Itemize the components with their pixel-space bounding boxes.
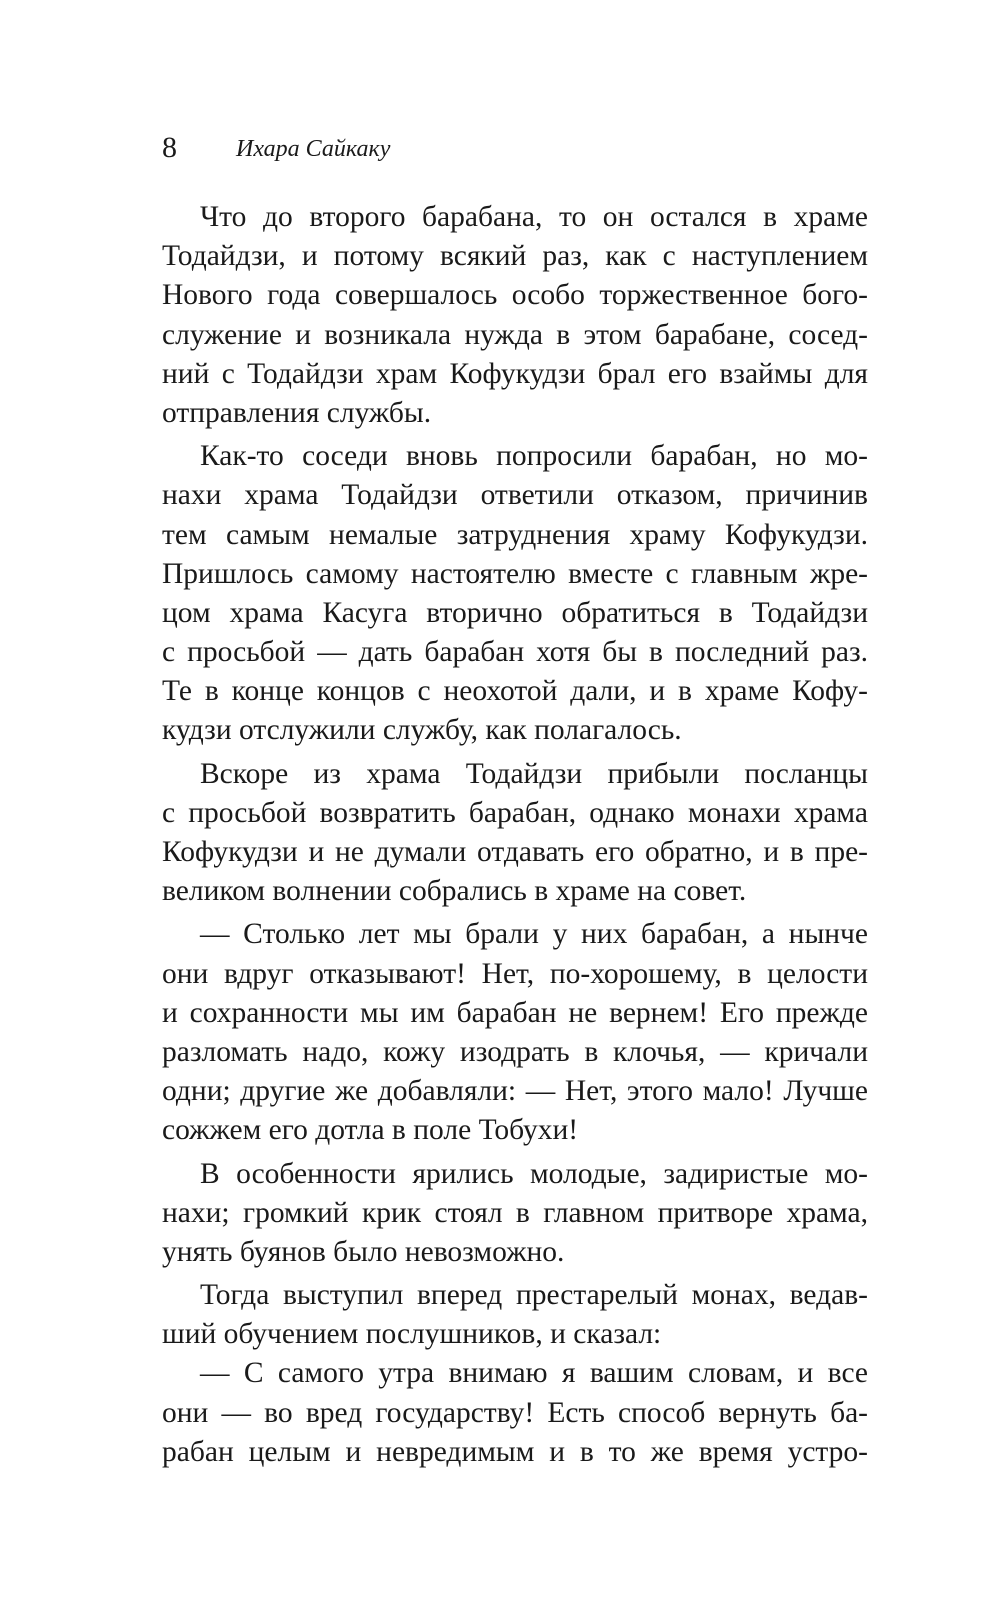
paragraph [162,1155,868,1273]
text-line: Пришлось самому настоятелю вместе с главным жре- [162,557,868,590]
text-line: Что до второго барабана, то он остался в храме [200,201,868,233]
text-line: Тогда выступил вперед престарелый монах, ведав- [200,1279,868,1312]
text-line: Кофукудзи и не думали отдавать его обратно, и в пре- [162,836,868,868]
body-text [162,198,868,1472]
text-line: служение и возникала нужда в этом барабане, сосед- [162,318,868,351]
text-line: сожжем его дотла в поле Тобухи! [162,1114,579,1147]
running-head-title: Ихара Сайкаку [236,136,391,162]
text-line: тем самым немалые затруднения храму Кофукудзи. [162,518,868,551]
text-line: унять буянов было невозможно. [162,1235,565,1268]
paragraph [162,755,868,912]
paragraph [162,1354,868,1472]
text-line: ний с Тодайдзи храм Кофукудзи брал его взаймы для [162,357,868,390]
text-line: ший обучением послушников, и сказал: [162,1318,662,1351]
text-line: нахи; громкий крик стоял в главном притворе храма, [162,1196,868,1229]
text-line: нахи храма Тодайдзи ответили отказом, причинив [162,479,868,512]
text-line: с просьбой возвратить барабан, однако монахи храма [162,796,868,829]
text-line: и сохранности мы им барабан не вернем! Его прежде [162,996,868,1029]
paragraph [162,198,868,433]
text-line: одни; другие же добавляли: — Нет, этого мало! Лучше [162,1075,868,1108]
text-line: — Столько лет мы брали у них барабан, а нынче [200,918,868,951]
text-line: великом волнении собрались в храме на совет. [162,875,747,908]
text-line: рабан целым и невредимым и в то же время устро- [162,1435,868,1468]
text-line: Те в конце концов с неохотой дали, и в храме Кофу- [162,675,868,708]
text-line: разломать надо, кожу изодрать в клочья, — кричали [162,1035,868,1068]
text-line: цом храма Касуга вторично обратиться в Тодайдзи [162,596,868,629]
running-head [162,130,882,170]
text-line: с просьбой — дать барабан хотя бы в последний раз. [162,636,868,669]
text-line: они — во вред государству! Есть способ вернуть ба- [162,1396,868,1429]
text-line: они вдруг отказывают! Нет, по-хорошему, в целости [162,957,868,990]
paragraph [162,915,868,1150]
paragraph [162,437,868,751]
text-line: Как-то соседи вновь попросили барабан, но мо- [200,440,868,473]
paragraph [162,1276,868,1354]
text-line: — С самого утра внимаю я вашим словам, и все [200,1357,868,1390]
text-line: кудзи отслужили службу, как полагалось. [162,714,682,747]
text-line: Нового года совершалось особо торжественное бого- [162,279,868,312]
text-line: Тодайдзи, и потому всякий раз, как с наступлением [162,240,868,273]
text-line: отправления службы. [162,396,432,429]
page-number: 8 [162,131,177,164]
text-line: Вскоре из храма Тодайдзи прибыли посланцы [200,757,868,790]
text-line: В особенности ярились молодые, задиристые мо- [200,1157,868,1190]
